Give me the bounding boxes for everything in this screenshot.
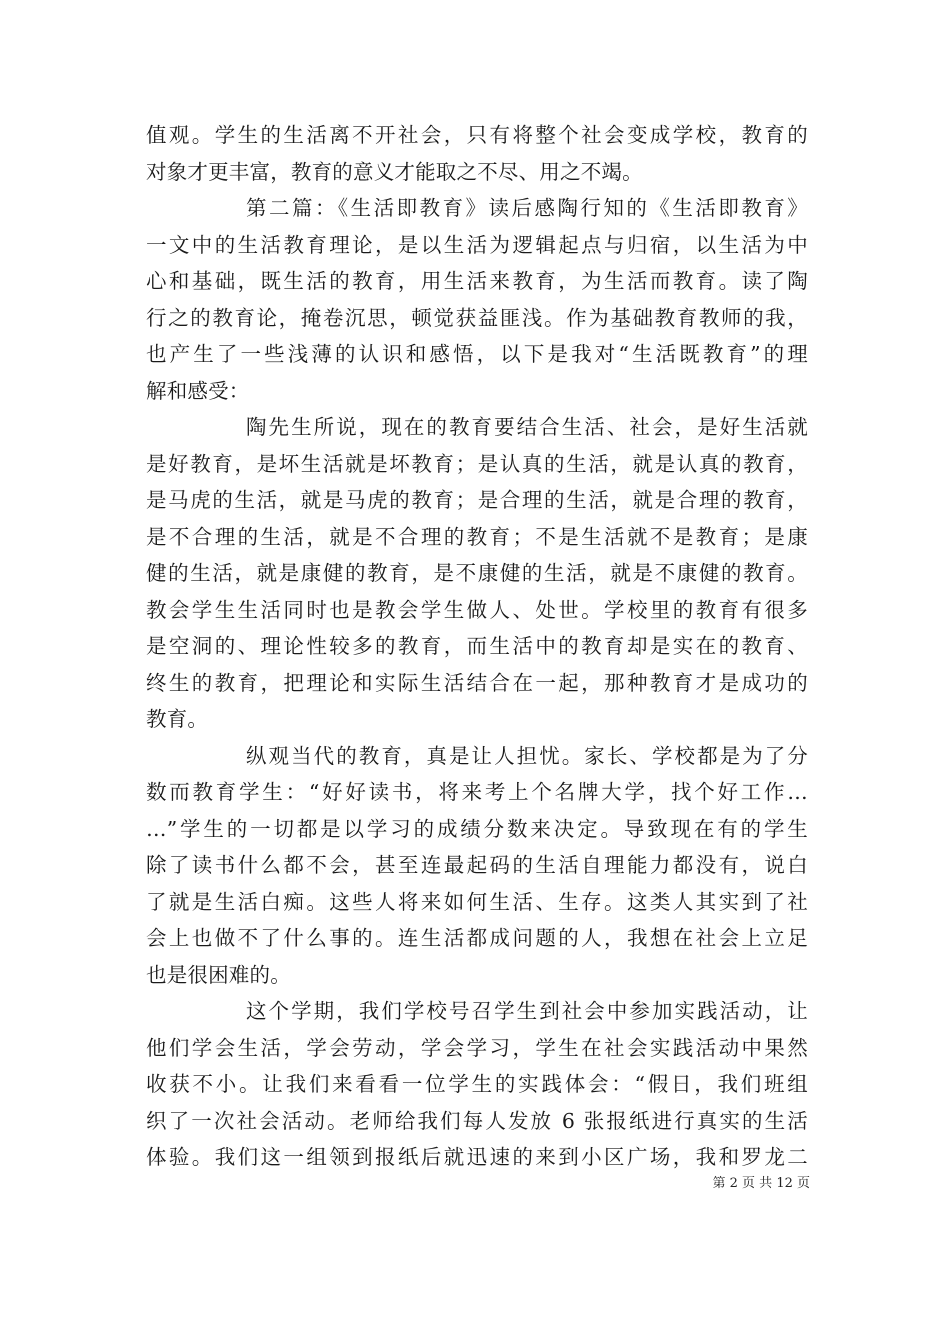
text-line: 也产生了一些浅薄的认识和感悟，以下是我对“生活既教育”的理: [146, 342, 808, 366]
text-line: 这个学期，我们学校号召学生到社会中参加实践活动，让: [246, 999, 808, 1023]
text-line: 值观。学生的生活离不开社会，只有将整个社会变成学校，教育的: [146, 123, 808, 147]
text-line: 也是很困难的。: [146, 962, 291, 987]
text-line: 解和感受：: [146, 378, 250, 403]
page-number-footer: 第 2 页 共 12 页: [712, 1176, 810, 1191]
text-line: 终生的教育，把理论和实际生活结合在一起，那种教育才是成功的: [146, 670, 808, 695]
text-line: 除了读书什么都不会，甚至连最起码的生活自理能力都没有，说白: [146, 853, 808, 877]
text-line: 第二篇：《生活即教育》读后感陶行知的《生活即教育》: [246, 196, 808, 220]
text-line: 他们学会生活，学会劳动，学会学习，学生在社会实践活动中果然: [146, 1035, 808, 1060]
text-line: 纵观当代的教育，真是让人担忧。家长、学校都是为了分: [246, 743, 808, 768]
text-line: 行之的教育论，掩卷沉思，顿觉获益匪浅。作为基础教育教师的我，: [146, 305, 808, 330]
text-line: 健的生活，就是康健的教育，是不康健的生活，就是不康健的教育。: [146, 561, 808, 585]
text-line: 一文中的生活教育理论，是以生活为逻辑起点与归宿，以生活为中: [146, 232, 808, 257]
text-line: 会上也做不了什么事的。连生活都成问题的人，我想在社会上立足: [146, 926, 808, 950]
document-body: [146, 117, 808, 1176]
text-line: 数而教育学生：“好好读书，将来考上个名牌大学，找个好工作…: [146, 780, 808, 804]
text-line: 织了一次社会活动。老师给我们每人发放 6 张报纸进行真实的生活: [146, 1108, 808, 1133]
text-line: 收获不小。让我们来看看一位学生的实践体会：“假日，我们班组: [146, 1072, 808, 1096]
text-line: …”学生的一切都是以学习的成绩分数来决定。导致现在有的学生: [146, 816, 808, 841]
text-line: 是不合理的生活，就是不合理的教育；不是生活就不是教育；是康: [146, 524, 808, 549]
text-line: 对象才更丰富，教育的意义才能取之不尽、用之不竭。: [146, 159, 643, 184]
text-line: 是好教育，是坏生活就是坏教育；是认真的生活，就是认真的教育，: [146, 451, 808, 476]
text-line: 是空洞的、理论性较多的教育，而生活中的教育却是实在的教育、: [146, 634, 808, 658]
text-line: 教育。: [146, 707, 209, 731]
text-line: 了就是生活白痴。这些人将来如何生活、生存。这类人其实到了社: [146, 889, 808, 914]
text-line: 是马虎的生活，就是马虎的教育；是合理的生活，就是合理的教育，: [146, 488, 808, 512]
text-line: 陶先生所说，现在的教育要结合生活、社会，是好生活就: [246, 415, 808, 439]
text-line: 体验。我们这一组领到报纸后就迅速的来到小区广场，我和罗龙二: [146, 1145, 808, 1169]
text-line: 心和基础，既生活的教育，用生活来教育，为生活而教育。读了陶: [146, 269, 808, 293]
text-line: 教会学生生活同时也是教会学生做人、处世。学校里的教育有很多: [146, 597, 808, 622]
